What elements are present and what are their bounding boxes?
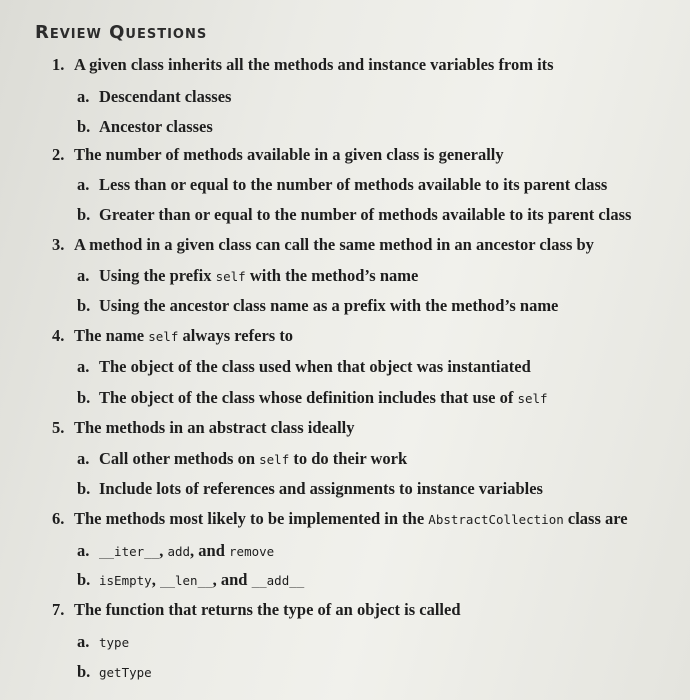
question-number: 5. (52, 418, 65, 437)
question-4-option-a: a. The object of the class used when that object was instantiated (77, 357, 531, 376)
question-6-option-a: a. __iter__, add, and remove (77, 541, 275, 560)
question-7-option-b: b. getType (77, 662, 152, 681)
question-3-option-b: b. Using the ancestor class name as a prefix with the method’s name (77, 296, 559, 315)
question-2: 2. The number of methods available in a given class is generally (52, 145, 504, 164)
section-title: Review Questions (35, 22, 208, 43)
question-number: 1. (52, 55, 65, 74)
question-1: 1. A given class inherits all the methods and instance variables from its (52, 55, 554, 74)
question-number: 2. (52, 145, 65, 164)
question-7: 7. The function that returns the type of an object is called (52, 600, 461, 619)
question-5: 5. The methods in an abstract class ideally (52, 418, 355, 437)
question-number: 6. (52, 509, 65, 528)
question-5-option-a: a. Call other methods on self to do their work (77, 449, 408, 468)
question-3-option-a: a. Using the prefix self with the method’s name (77, 266, 419, 285)
question-6: 6. The methods most likely to be implemented in the AbstractCollection class are (52, 509, 628, 528)
question-number: 3. (52, 235, 65, 254)
question-4-option-b: b. The object of the class whose definition includes that use of self (77, 388, 548, 407)
question-6-option-b: b. isEmpty, __len__, and __add__ (77, 570, 305, 589)
question-4: 4. The name self always refers to (52, 326, 294, 345)
question-7-option-a: a. type (77, 632, 130, 651)
question-1-option-b: b. Ancestor classes (77, 117, 213, 136)
question-number: 4. (52, 326, 65, 345)
question-2-option-b: b. Greater than or equal to the number of methods available to its parent class (77, 205, 632, 224)
question-5-option-b: b. Include lots of references and assignments to instance variables (77, 479, 543, 498)
question-1-option-a: a. Descendant classes (77, 87, 232, 106)
question-2-option-a: a. Less than or equal to the number of methods available to its parent class (77, 175, 608, 194)
question-number: 7. (52, 600, 65, 619)
question-3: 3. A method in a given class can call the same method in an ancestor class by (52, 235, 594, 254)
